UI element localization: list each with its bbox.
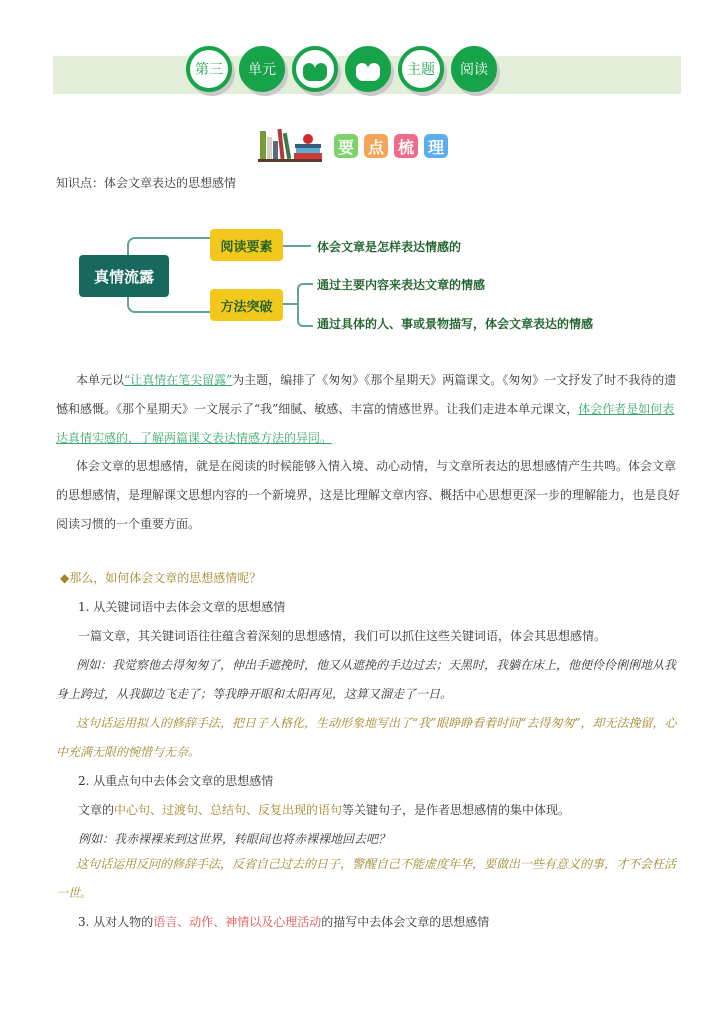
circle-zhu-ti [398,46,444,92]
method-1-example: 例如：我觉察他去得匆匆了，伸出手遮挽时，他又从遮挽的手边过去；天黑时，我躺在床上，他便伶伶俐俐地从我身上跨过，从我脚边飞走了；等我睁开眼和太阳再见，这算又溜走了一日。 [56,658,677,701]
method-3-title-pre: 3. 从对人物的 [78,915,154,929]
method-2-analysis: 这句话运用反问的修辞手法，反省自己过去的日子，警醒自己不能虚度年华，要做出一些有意义的事，才不会枉活一世。 [56,857,677,900]
section-banner [258,126,448,162]
circle-cloud-1 [292,46,338,92]
method-3-title-highlight: 语言、动作、神情以及心理活动 [153,915,322,929]
mind-map-root: 真情流露 [79,255,169,297]
knowledge-point: 知识点：体会文章表达的思想感情 [56,176,237,190]
circle-dan-yuan [239,46,285,92]
intro-paragraph [56,366,682,453]
circle-label: 单元 [248,62,276,78]
method-1-analysis: 这句话运用拟人的修辞手法，把日子人格化，生动形象地写出了“我”眼睁睁看着时间“去得匆匆”，却无法挽留，心中充满无限的惋惜与无奈。 [56,716,677,759]
mind-map-leaf: 通过具体的人、事或景物描写，体会文章表达的情感 [317,317,594,331]
unit-title-circles [186,46,504,106]
mind-map [55,205,690,350]
intro-theme: “让真情在笔尖留露” [124,373,233,387]
circle-label: 第三 [195,62,223,78]
circle-label: 阅读 [460,62,488,78]
tile-shu: 梳 [394,134,418,158]
circle-label: 主题 [407,62,435,78]
method-2-desc-pre: 文章的 [78,803,115,817]
mind-map-leaf: 通过主要内容来表达文章的情感 [317,278,486,292]
tile-li: 理 [424,134,448,158]
cloud-icon [303,69,327,81]
circle-yue-du [451,46,497,92]
method-1-title: 1. 从关键词语中去体会文章的思想感情 [78,600,286,614]
mind-map-leaf: 体会文章是怎样表达情感的 [317,240,462,254]
method-2-title: 2. 从重点句中去体会文章的思想感情 [78,774,274,788]
circle-cloud-2 [345,46,391,92]
intro-mid: 为主题，编排了《匆匆》《那个星期天》两篇课文。《匆匆》一文抒发了时不我待的遗憾和感慨。《那个星期天》一文展示了“我”细腻、敏感、丰富的情感世界。让我们走进本单元课文， [56,373,677,416]
intro-goal: 体会作者是如何表达真情实感的，了解两篇课文表达情感方法的异同。 [56,402,675,445]
method-3-title-post: 的描写中去体会文章的思想感情 [321,915,490,929]
tile-yao: 要 [334,134,358,158]
cloud-icon [356,69,380,81]
mind-map-node-reading-element: 阅读要素 [210,229,283,261]
definition-paragraph: 体会文章的思想感情，就是在阅读的时候能够入情入境、动心动情，与文章所表达的思想感情产生共鸣。体会文章的思想感情，是理解课文思想内容的一个新境界，这是比理解文章内容、概括中心思想更深一步的理解能力，也是良好阅读习惯的一个重要方面。 [56,459,681,531]
method-1-desc: 一篇文章，其关键词语往往蕴含着深刻的思想感情，我们可以抓住这些关键词语，体会其思想感情。 [78,629,607,643]
method-3-title [78,908,682,937]
intro-pre: 本单元以 [76,373,125,387]
method-2-desc-post: 等关键句子，是作者思想感情的集中体现。 [342,803,571,817]
method-2-desc [78,796,682,825]
tile-dian: 点 [364,134,388,158]
circle-di-san [186,46,232,92]
books-icon [258,128,322,162]
question-heading: ◆那么，如何体会文章的思想感情呢？ [60,571,262,585]
mind-map-node-method: 方法突破 [210,289,283,321]
method-2-example: 例如：我赤裸裸来到这世界，转眼间也将赤裸裸地回去吧？ [78,832,391,846]
method-2-desc-highlight: 中心句、过渡句、总结句、反复出现的语句 [114,803,343,817]
